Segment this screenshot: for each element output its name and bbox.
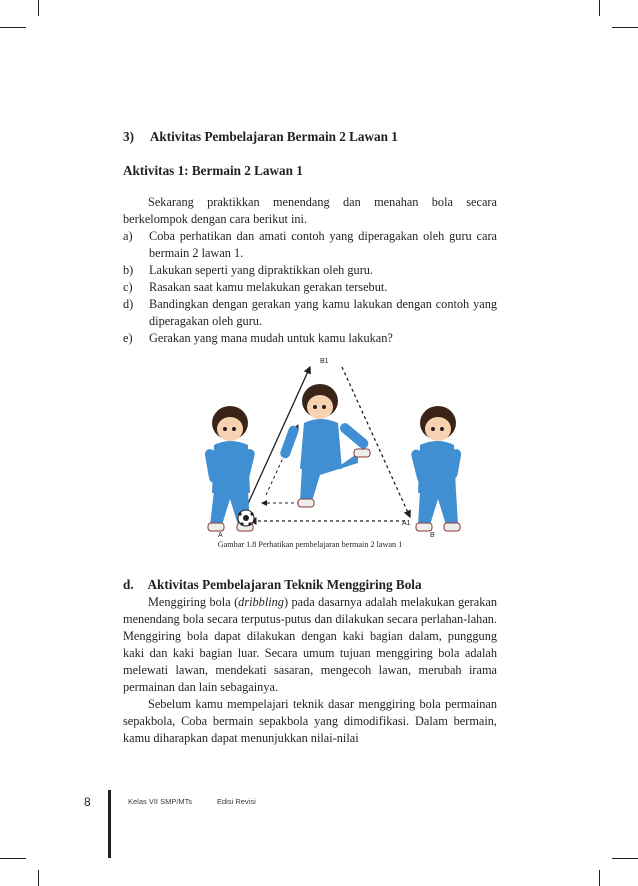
activity-steps <box>123 228 497 347</box>
footer-divider <box>108 790 111 858</box>
section-title: Aktivitas Pembelajaran Teknik Menggiring Bola <box>147 577 422 592</box>
label-b1: B1 <box>320 358 329 365</box>
section-title: Aktivitas Pembelajaran Bermain 2 Lawan 1 <box>149 129 398 144</box>
crop-mark <box>599 0 600 16</box>
section-heading <box>123 129 398 145</box>
crop-mark <box>38 0 39 16</box>
footer-book-title: Kelas VII SMP/MTs <box>128 797 193 806</box>
crop-mark <box>0 27 26 28</box>
section-heading <box>123 577 422 593</box>
list-item: e) Gerakan yang mana mudah untuk kamu lakukan? <box>123 331 393 345</box>
section-number: 3) <box>123 129 134 144</box>
label-a: A <box>218 532 223 539</box>
player-b1 <box>279 384 371 507</box>
figure-caption: Gambar 1.8 Perhatikan pembelajaran bermain 2 lawan 1 <box>217 540 403 549</box>
list-item: a) Coba perhatikan dan amati contoh yang diperagakan oleh guru cara bermain 2 lawan 1. <box>123 229 497 260</box>
crop-mark <box>38 870 39 886</box>
body-paragraph: Sebelum kamu mempelajari teknik dasar menggiring bola permainan sepakbola, Coba bermain sepakbola yang dimodifikasi. Dalam bermain, kamu diharapkan dapat menunjukkan nilai-nilai <box>123 697 497 745</box>
soccer-ball-icon <box>238 510 254 526</box>
section-number: d. <box>123 577 134 592</box>
label-a1: A1 <box>402 520 411 527</box>
page-number: 8 <box>84 795 91 809</box>
body-paragraph: Menggiring bola (dribbling) pada dasarnya adalah melakukan gerakan menendang bola secara terputus-putus dan dilakukan secara perlahan-lahan. Menggiring bola dapat dilakukan dengan kaki bagian dalam, punggung kaki dan kaki bagian luar. Secara umum tujuan menggiring bola adalah melewati lawan, mendekati sasaran, mengecoh lawan, merubah irama permainan dan lain sebagainya. <box>123 595 497 694</box>
pass-arrow <box>242 367 310 517</box>
label-b: B <box>430 532 435 539</box>
list-item: b) Lakukan seperti yang dipraktikkan oleh guru. <box>123 263 374 277</box>
player-b <box>410 406 462 531</box>
crop-mark <box>612 858 638 859</box>
list-item: c) Rasakan saat kamu melakukan gerakan tersebut. <box>123 280 388 294</box>
run-arrow <box>342 367 410 517</box>
footer-edition: Edisi Revisi <box>217 797 256 806</box>
crop-mark <box>599 870 600 886</box>
list-item: d) Bandingkan dengan gerakan yang kamu lakukan dengan contoh yang diperagakan oleh guru. <box>123 297 497 328</box>
crop-mark <box>612 27 638 28</box>
crop-mark <box>0 858 26 859</box>
activity-intro: Sekarang praktikkan menendang dan menahan bola secara berkelompok dengan cara berikut ini. <box>123 195 497 226</box>
figure-illustration <box>180 355 480 540</box>
activity-title: Aktivitas 1: Bermain 2 Lawan 1 <box>123 163 303 178</box>
